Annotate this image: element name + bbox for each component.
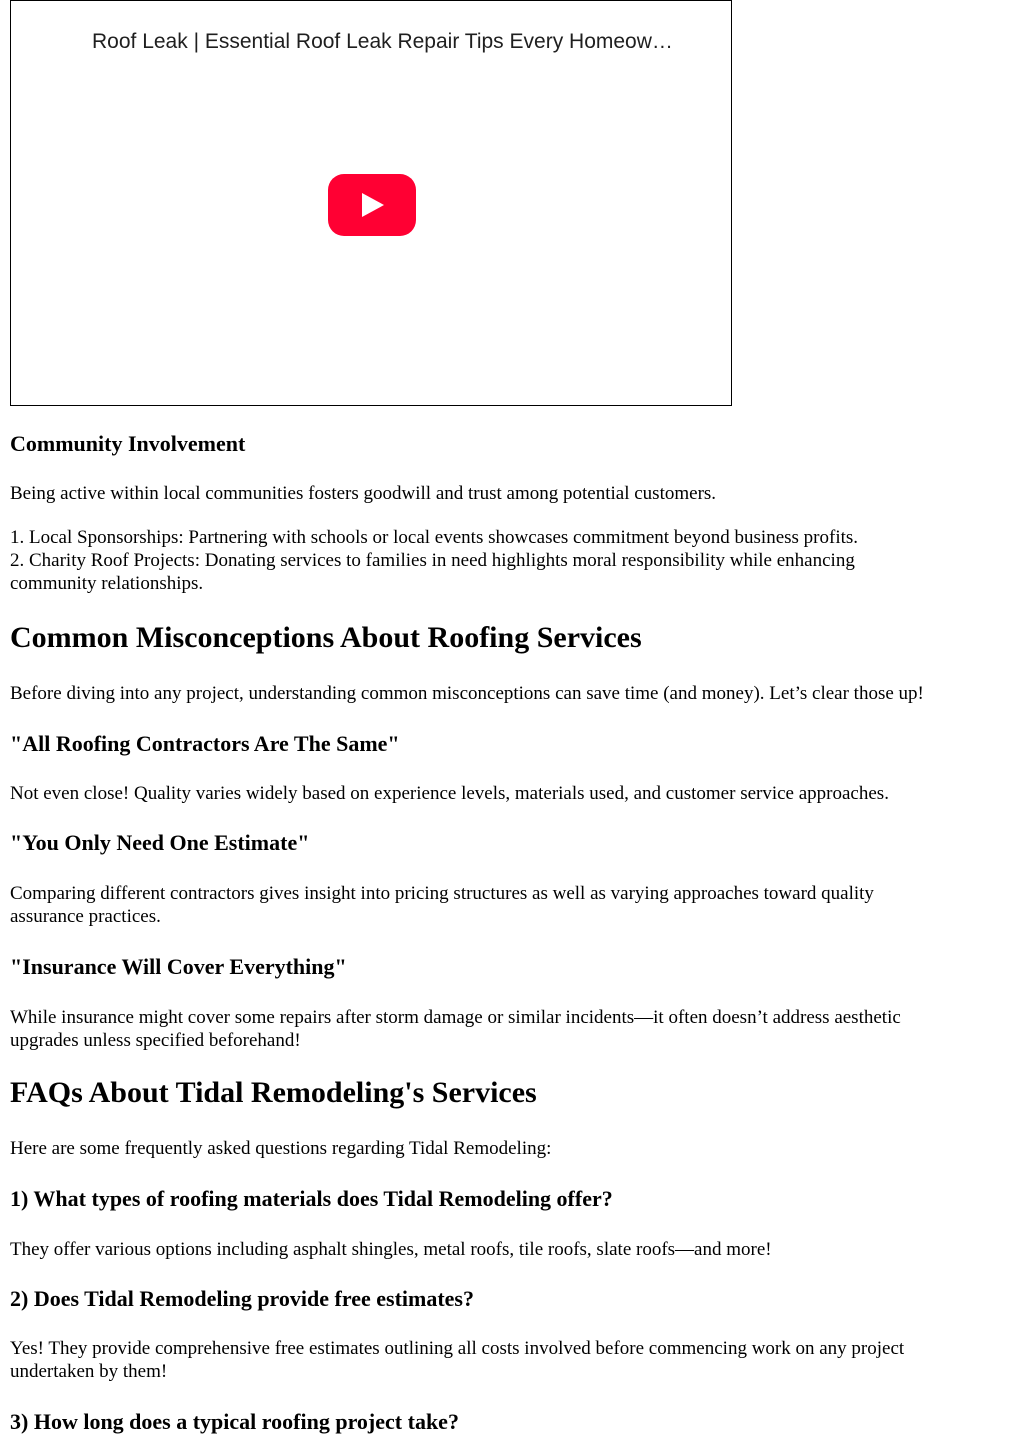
misconception-text: assurance practices. [10,906,161,927]
misconception-text: Not even close! Quality varies widely based on experience levels, materials used, and customer service approaches. [10,783,889,804]
misconception-heading: "You Only Need One Estimate" [10,830,310,855]
faqs-intro: Here are some frequently asked questions regarding Tidal Remodeling: [10,1138,552,1159]
video-title[interactable]: Roof Leak | Essential Roof Leak Repair Tips Every Homeow… [92,30,673,53]
community-heading: Community Involvement [10,431,246,456]
faq-answer: undertaken by them! [10,1361,168,1382]
list-item: community relationships. [10,573,204,594]
faq-question: 3) How long does a typical roofing project take? [10,1409,459,1434]
faq-answer: Yes! They provide comprehensive free estimates outlining all costs involved before commencing work on any project [10,1338,905,1359]
faqs-heading: FAQs About Tidal Remodeling's Services [10,1076,537,1109]
community-intro: Being active within local communities fosters goodwill and trust among potential customers. [10,483,717,504]
faq-question: 2) Does Tidal Remodeling provide free estimates? [10,1286,474,1311]
misconception-text: While insurance might cover some repairs after storm damage or similar incidents—it often doesn’t address aesthetic [10,1007,901,1028]
misconceptions-intro: Before diving into any project, understanding common misconceptions can save time (and money). Let’s clear those up! [10,683,924,704]
misconception-heading: "All Roofing Contractors Are The Same" [10,731,400,756]
faq-answer: They offer various options including asphalt shingles, metal roofs, tile roofs, slate roofs—and more! [10,1239,772,1260]
list-item: 2. Charity Roof Projects: Donating services to families in need highlights moral responsibility while enhancing [10,550,855,571]
misconceptions-heading: Common Misconceptions About Roofing Services [10,621,642,654]
play-button[interactable] [328,174,416,236]
list-item: 1. Local Sponsorships: Partnering with schools or local events showcases commitment beyond business profits. [10,527,859,548]
misconception-text: Comparing different contractors gives insight into pricing structures as well as varying approaches toward quality [10,883,874,904]
misconception-heading: "Insurance Will Cover Everything" [10,954,347,979]
misconception-text: upgrades unless specified beforehand! [10,1030,301,1051]
faq-question: 1) What types of roofing materials does Tidal Remodeling offer? [10,1186,613,1211]
youtube-play-icon [328,174,416,236]
video-embed[interactable] [10,0,732,406]
